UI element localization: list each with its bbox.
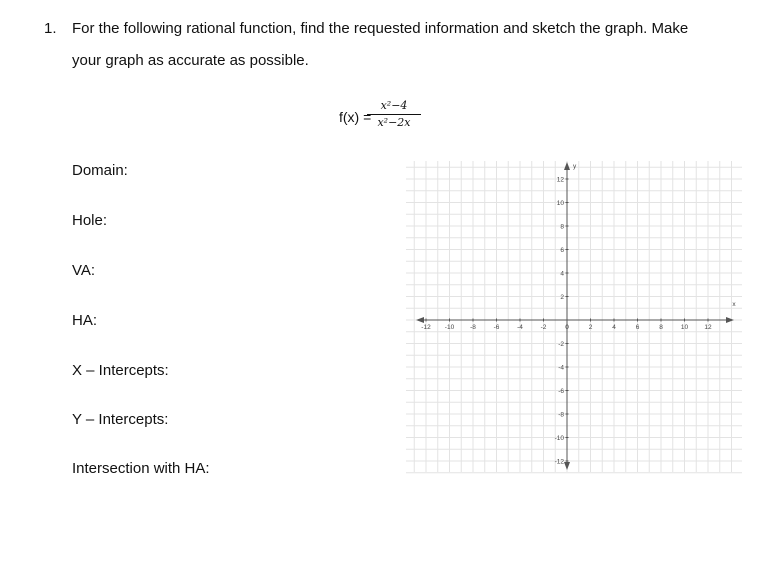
y-tick-label: 12 xyxy=(556,176,564,184)
y-tick-label: -12 xyxy=(554,458,564,466)
hole-label: Hole: xyxy=(72,212,108,229)
x-tick-label: -12 xyxy=(421,324,431,331)
ha-label: HA: xyxy=(72,312,98,329)
x-tick-label: -2 xyxy=(540,324,547,331)
x-tick-label: 6 xyxy=(635,324,640,331)
x-tick-label: 2 xyxy=(588,324,593,331)
y-axis-top-arrow xyxy=(564,162,570,170)
x-tick-label: 10 xyxy=(680,324,689,331)
x-tick-label: 12 xyxy=(704,324,712,331)
x-axis-label: x xyxy=(732,301,736,308)
x-intercepts-label: X – Intercepts: xyxy=(72,362,169,379)
y-tick-label: -4 xyxy=(558,364,564,372)
question-number: 1. xyxy=(44,20,57,37)
formula-numerator: x²−4 xyxy=(380,99,408,112)
domain-label: Domain: xyxy=(72,162,128,179)
va-label: VA: xyxy=(72,262,96,279)
y-tick-label: 6 xyxy=(560,247,564,254)
fraction-bar xyxy=(367,114,421,115)
x-tick-label: -10 xyxy=(444,324,455,331)
y-tick-label: 2 xyxy=(560,294,564,301)
x-tick-label: -4 xyxy=(517,324,523,331)
y-tick-label: -8 xyxy=(558,411,564,419)
y-tick-label: 4 xyxy=(560,270,564,278)
formula-fraction xyxy=(367,98,421,130)
x-tick-label: 0 xyxy=(565,324,569,331)
x-tick-label: -6 xyxy=(493,324,500,331)
x-tick-label: 8 xyxy=(659,324,663,331)
x-axis-left-arrow xyxy=(416,317,424,323)
y-axis-bottom-arrow xyxy=(564,462,570,470)
x-axis-right-arrow xyxy=(726,317,734,323)
intersection-ha-label: Intersection with HA: xyxy=(72,460,210,477)
question-text-line1: For the following rational function, find the requested information and sketch the graph. Make xyxy=(72,20,689,37)
x-tick-label: -8 xyxy=(470,324,476,331)
x-tick-label: 4 xyxy=(612,324,616,331)
coordinate-grid[interactable] xyxy=(404,158,744,474)
y-axis-label: y xyxy=(573,163,577,170)
formula-lhs: f(x) = xyxy=(339,109,372,125)
y-tick-label: -2 xyxy=(558,341,564,348)
y-tick-label: 10 xyxy=(556,200,564,207)
question-text-line2: your graph as accurate as possible. xyxy=(72,52,309,69)
y-tick-label: -10 xyxy=(554,435,564,442)
y-tick-label: -6 xyxy=(558,388,564,395)
formula-denominator: x²−2x xyxy=(377,116,411,129)
y-tick-label: 8 xyxy=(560,223,564,231)
y-intercepts-label: Y – Intercepts: xyxy=(72,411,169,428)
